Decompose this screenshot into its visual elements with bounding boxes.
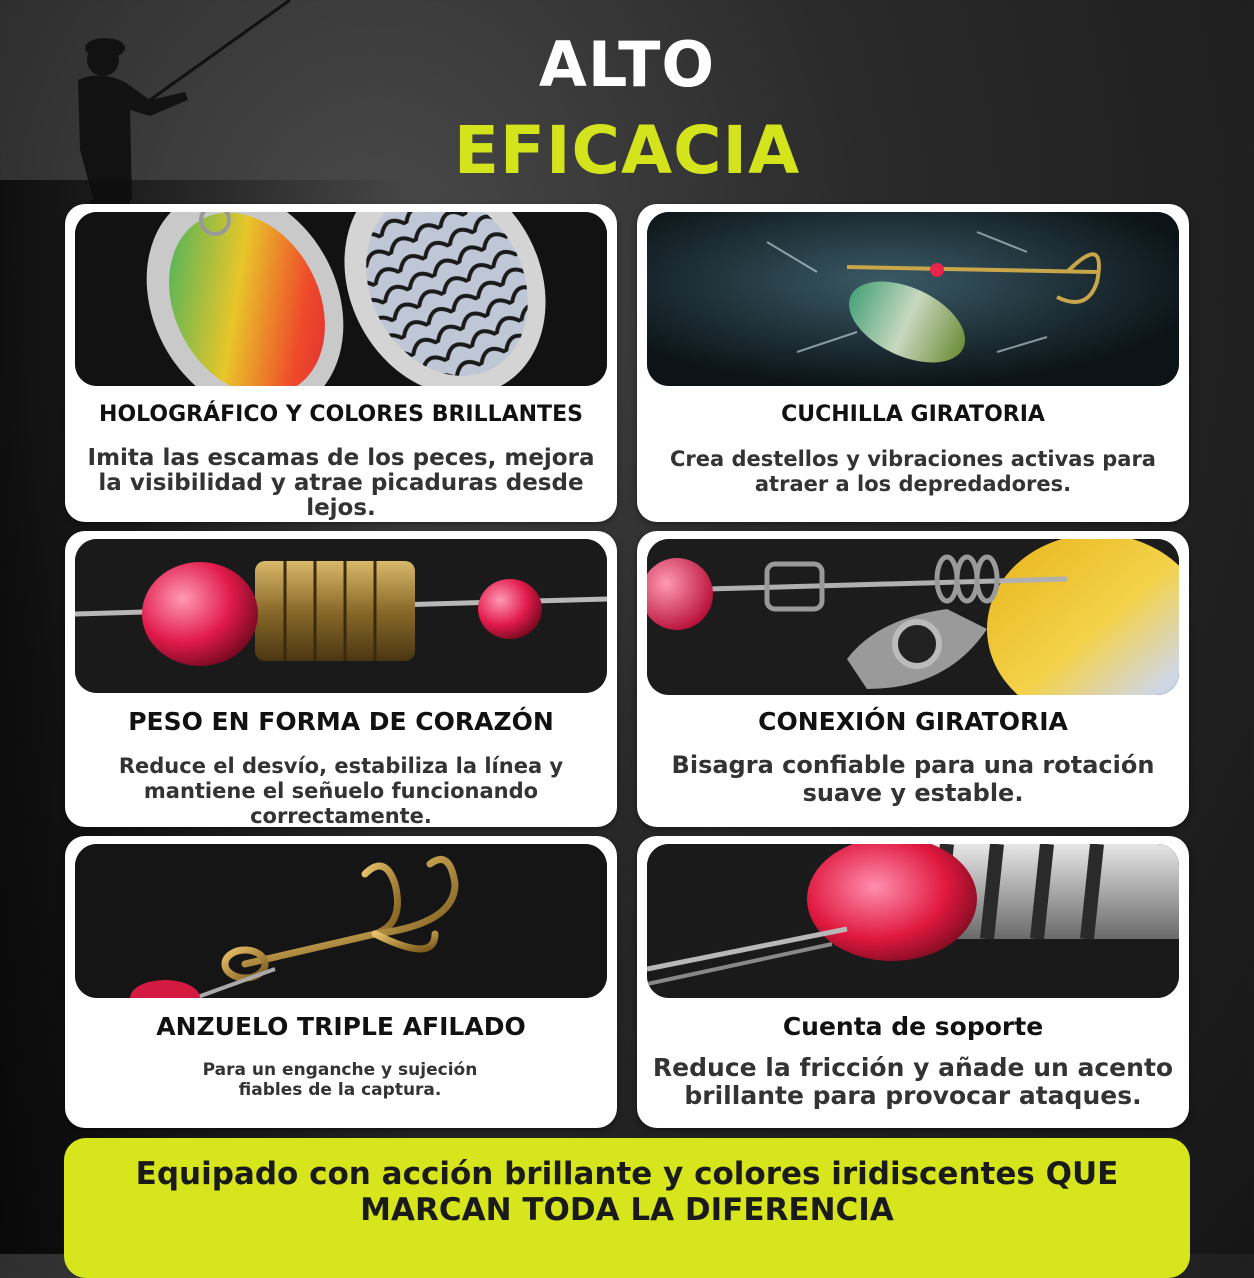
feature-card-spinning-blade bbox=[637, 204, 1189, 522]
banner-text: Equipado con acción brillante y colores iridiscentes QUE MARCAN TODA LA DIFERENCIA bbox=[135, 1156, 1119, 1228]
headline-eficacia: EFICACIA bbox=[453, 112, 801, 189]
feature-card-support-bead bbox=[637, 836, 1189, 1128]
card-description: Crea destellos y vibraciones activas para atraer a los depredadores. bbox=[670, 447, 1156, 496]
card-description: Para un enganche y sujeción fiables de la captura. bbox=[202, 1060, 478, 1100]
card-heading: PESO EN FORMA DE CORAZÓN bbox=[128, 707, 554, 736]
feature-card-holographic bbox=[65, 204, 617, 522]
feature-card-heart-weight bbox=[65, 531, 617, 827]
headline-alto: ALTO bbox=[538, 28, 716, 101]
card-heading: CONEXIÓN GIRATORIA bbox=[758, 707, 1068, 736]
support-bead-photo bbox=[647, 844, 1179, 998]
card-description: Reduce el desvío, estabiliza la línea y mantiene el señuelo funcionando correctamente. bbox=[118, 754, 564, 828]
card-heading: Cuenta de soporte bbox=[782, 1012, 1044, 1041]
card-description: Imita las escamas de los peces, mejora la visibilidad y atrae picaduras desde lejos. bbox=[87, 445, 595, 521]
card-description: Reduce la fricción y añade un acento brillante para provocar ataques. bbox=[652, 1053, 1174, 1110]
card-heading: HOLOGRÁFICO Y COLORES BRILLANTES bbox=[99, 402, 583, 427]
card-heading: CUCHILLA GIRATORIA bbox=[781, 402, 1045, 427]
holographic-spinner-blades-photo bbox=[75, 212, 607, 386]
card-description: Bisagra confiable para una rotación suave y estable. bbox=[671, 751, 1155, 807]
bottom-banner bbox=[64, 1138, 1190, 1278]
card-heading: ANZUELO TRIPLE AFILADO bbox=[156, 1012, 526, 1041]
feature-card-swivel bbox=[637, 531, 1189, 827]
treble-hook-photo bbox=[75, 844, 607, 998]
feature-card-treble-hook bbox=[65, 836, 617, 1128]
spinning-blade-splash-photo bbox=[647, 212, 1179, 386]
brass-weight-beads-photo bbox=[75, 539, 607, 693]
swivel-clevis-photo bbox=[647, 539, 1179, 695]
